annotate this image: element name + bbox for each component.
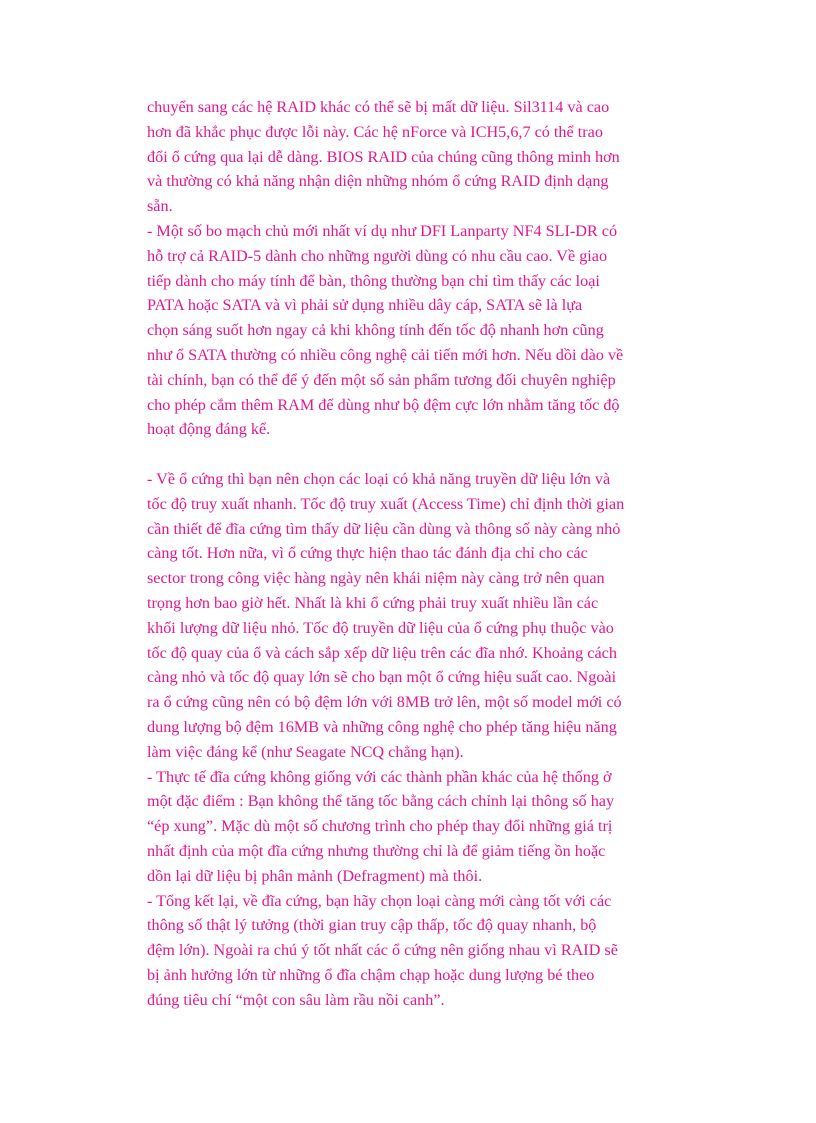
text-line: “ép xung”. Mặc dù một số chương trình cho phép thay đổi những giá trị [147,817,613,836]
blank-line [147,442,687,467]
text-line: hỗ trợ cả RAID-5 dành cho những người dùng có nhu cầu cao. Về giao [147,246,608,265]
text-line: bị ảnh hưởng lớn từ những ổ đĩa chậm chạp hoặc dung lượng bé theo [147,965,595,984]
text-line: đổi ổ cứng qua lại dễ dàng. BIOS RAID của chúng cũng thông minh hơn [147,147,620,166]
text-line: hơn đã khắc phục được lỗi này. Các hệ nForce và ICH5,6,7 có thể trao [147,122,603,141]
text-line: sector trong công việc hàng ngày nên khái niệm này càng trở nên quan [147,569,605,588]
text-line: - Tổng kết lại, về đĩa cứng, bạn hãy chọn loại càng mới càng tốt với các [147,891,612,910]
text-line: dồn lại dữ liệu bị phân mảnh (Defragment) mà thôi. [147,866,483,885]
text-line: nhất định của một đĩa cứng nhưng thường chỉ là để giảm tiếng ồn hoặc [147,841,606,860]
text-line: chuyển sang các hệ RAID khác có thể sẽ bị mất dữ liệu. Sil3114 và cao [147,98,610,116]
text-line: khối lượng dữ liệu nhỏ. Tốc độ truyền dữ liệu của ổ cứng phụ thuộc vào [147,618,614,637]
text-line: cần thiết để đĩa cứng tìm thấy dữ liệu cần dùng và thông số này càng nhỏ [147,519,621,538]
text-line: thông số thật lý tưởng (thời gian truy cập thấp, tốc độ quay nhanh, bộ [147,916,597,935]
text-line: ra ổ cứng cũng nên có bộ đệm lớn với 8MB trở lên, một số model mới có [147,693,622,712]
text-line: chọn sáng suốt hơn ngay cả khi không tính đến tốc độ nhanh hơn cũng [147,321,604,340]
text-line: tốc độ truy xuất nhanh. Tốc độ truy xuất (Access Time) chỉ định thời gian [147,494,625,513]
text-line: tiếp dành cho máy tính để bàn, thông thường bạn chỉ tìm thấy các loại [147,271,600,290]
text-line: tốc độ quay của ổ và cách sắp xếp dữ liệu trên các đĩa nhớ. Khoảng cách [147,643,617,662]
text-line: PATA hoặc SATA và vì phải sử dụng nhiều dây cáp, SATA sẽ là lựa [147,296,583,315]
text-line: - Một số bo mạch chủ mới nhất ví dụ như DFI Lanparty NF4 SLI-DR có [147,221,618,240]
text-line: đệm lớn). Ngoài ra chú ý tốt nhất các ổ cứng nên giống nhau vì RAID sẽ [147,941,618,960]
text-line: cho phép cắm thêm RAM để dùng như bộ đệm cực lớn nhằm tăng tốc độ [147,395,620,414]
text-line: làm việc đáng kể (như Seagate NCQ chẳng hạn). [147,742,464,761]
text-line: - Thực tế đĩa cứng không giống với các thành phần khác của hệ thống ở [147,767,612,786]
text-line: đúng tiêu chí “một con sâu làm rầu nồi canh”. [147,990,445,1009]
text-line: như ổ SATA thường có nhiều công nghệ cải tiến mới hơn. Nếu dồi dào về [147,345,624,364]
text-line: tài chính, bạn có thể để ý đến một số sản phẩm tương đối chuyên nghiệp [147,370,616,389]
text-line: và thường có khả năng nhận diện những nhóm ổ cứng RAID định dạng [147,172,609,191]
document-body-text [147,95,687,1012]
text-line: một đặc điểm : Bạn không thể tăng tốc bằng cách chỉnh lại thông số hay [147,792,615,811]
text-line: trọng hơn bao giờ hết. Nhất là khi ổ cứng phải truy xuất nhiều lần các [147,593,599,612]
text-line: dung lượng bộ đệm 16MB và những công nghệ cho phép tăng hiệu năng [147,717,617,736]
text-line: càng tốt. Hơn nữa, vì ổ cứng thực hiện thao tác đánh địa chỉ cho các [147,544,588,563]
text-line: sẵn. [147,197,173,216]
text-line: hoạt động đáng kể. [147,420,271,439]
text-line: - Về ổ cứng thì bạn nên chọn các loại có khả năng truyền dữ liệu lớn và [147,469,611,488]
text-line: càng nhỏ và tốc độ quay lớn sẽ cho bạn một ổ cứng hiệu suất cao. Ngoài [147,668,617,687]
